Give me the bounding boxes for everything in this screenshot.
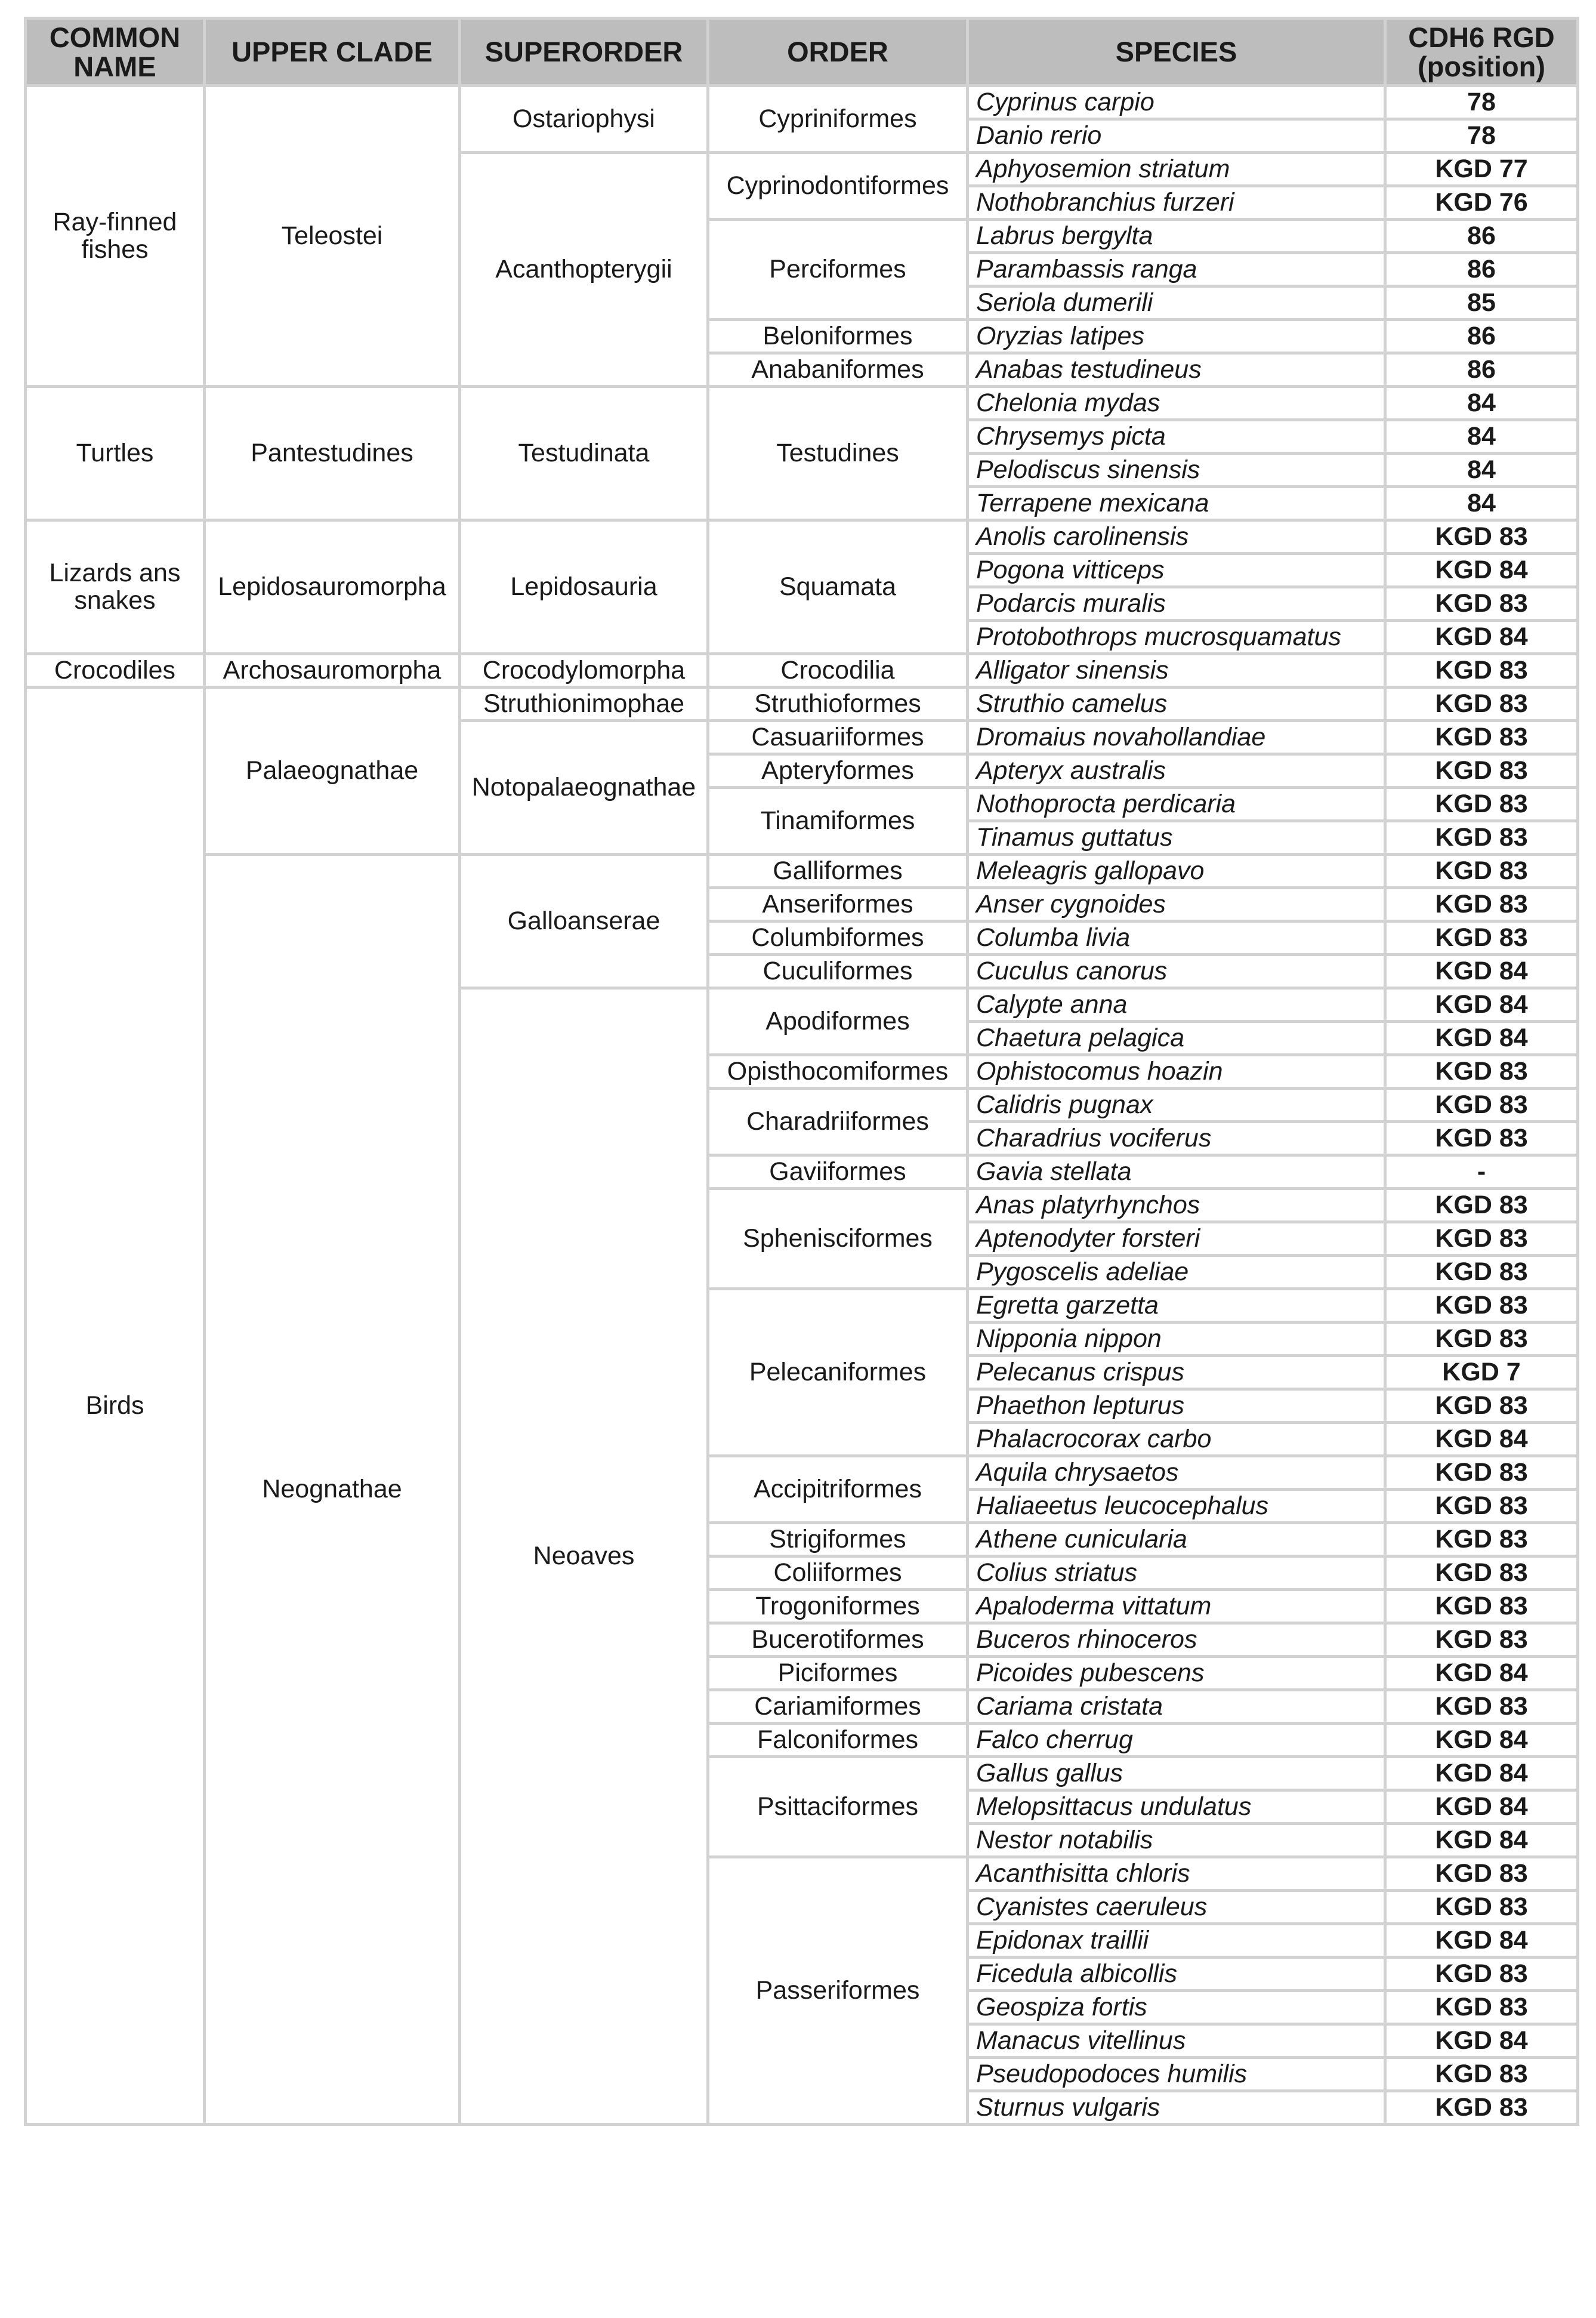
cdh6-cell: KGD 83 xyxy=(1385,1857,1578,1891)
cdh6-cell: 78 xyxy=(1385,86,1578,119)
common-name-cell: Crocodiles xyxy=(26,654,205,688)
cdh6-cell: KGD 83 xyxy=(1385,754,1578,788)
species-cell: Falco cherrug xyxy=(968,1724,1385,1757)
species-cell: Calidris pugnax xyxy=(968,1089,1385,1122)
species-cell: Danio rerio xyxy=(968,119,1385,153)
species-cell: Columba livia xyxy=(968,921,1385,955)
species-cell: Cyanistes caeruleus xyxy=(968,1891,1385,1924)
order-cell: Tinamiformes xyxy=(708,788,968,855)
order-cell: Accipitriformes xyxy=(708,1456,968,1523)
species-cell: Colius striatus xyxy=(968,1556,1385,1590)
table-row xyxy=(26,688,1578,721)
cdh6-cell: KGD 83 xyxy=(1385,1490,1578,1523)
header-cdh6-rgd: CDH6 RGD (position) xyxy=(1385,19,1578,86)
order-cell: Pelecaniformes xyxy=(708,1289,968,1456)
cdh6-cell: KGD 83 xyxy=(1385,587,1578,621)
species-cell: Charadrius vociferus xyxy=(968,1122,1385,1155)
cdh6-cell: 84 xyxy=(1385,420,1578,454)
common-name-cell: Turtles xyxy=(26,387,205,520)
cdh6-cell: 84 xyxy=(1385,487,1578,520)
table-row xyxy=(26,855,1578,888)
order-cell: Cyprinodontiformes xyxy=(708,153,968,220)
superorder-cell: Ostariophysi xyxy=(460,86,708,153)
cdh6-cell: KGD 83 xyxy=(1385,1055,1578,1089)
cdh6-cell: KGD 84 xyxy=(1385,1657,1578,1690)
cdh6-cell: KGD 83 xyxy=(1385,788,1578,821)
order-cell: Cuculiformes xyxy=(708,955,968,988)
order-cell: Piciformes xyxy=(708,1657,968,1690)
order-cell: Apodiformes xyxy=(708,988,968,1055)
superorder-cell: Neoaves xyxy=(460,988,708,2125)
superorder-cell: Galloanserae xyxy=(460,855,708,988)
species-cell: Picoides pubescens xyxy=(968,1657,1385,1690)
cdh6-cell: KGD 83 xyxy=(1385,1891,1578,1924)
order-cell: Cypriniformes xyxy=(708,86,968,153)
header-species: SPECIES xyxy=(968,19,1385,86)
order-cell: Trogoniformes xyxy=(708,1590,968,1623)
order-cell: Squamata xyxy=(708,520,968,654)
species-cell: Melopsittacus undulatus xyxy=(968,1790,1385,1824)
species-cell: Podarcis muralis xyxy=(968,587,1385,621)
species-cell: Pygoscelis adeliae xyxy=(968,1256,1385,1289)
upper-clade-cell: Teleostei xyxy=(205,86,460,387)
species-cell: Egretta garzetta xyxy=(968,1289,1385,1323)
cdh6-cell: KGD 83 xyxy=(1385,821,1578,855)
species-cell: Oryzias latipes xyxy=(968,320,1385,353)
species-cell: Chaetura pelagica xyxy=(968,1022,1385,1055)
superorder-cell: Notopalaeognathae xyxy=(460,721,708,855)
species-cell: Anabas testudineus xyxy=(968,353,1385,387)
cdh6-cell: KGD 83 xyxy=(1385,2091,1578,2125)
upper-clade-cell: Palaeognathae xyxy=(205,688,460,855)
cdh6-cell: KGD 83 xyxy=(1385,1289,1578,1323)
cdh6-cell: 86 xyxy=(1385,220,1578,253)
order-cell: Charadriiformes xyxy=(708,1089,968,1155)
cdh6-cell: KGD 83 xyxy=(1385,1456,1578,1490)
common-name-cell: Ray-finned fishes xyxy=(26,86,205,387)
species-cell: Labrus bergylta xyxy=(968,220,1385,253)
superorder-cell: Lepidosauria xyxy=(460,520,708,654)
cdh6-cell: KGD 83 xyxy=(1385,721,1578,754)
cdh6-cell: KGD 84 xyxy=(1385,554,1578,587)
table-row xyxy=(26,654,1578,688)
species-cell: Meleagris gallopavo xyxy=(968,855,1385,888)
cdh6-cell: KGD 84 xyxy=(1385,1757,1578,1790)
cdh6-cell: KGD 83 xyxy=(1385,1122,1578,1155)
cdh6-cell: KGD 84 xyxy=(1385,955,1578,988)
common-name-cell: Birds xyxy=(26,688,205,2125)
order-cell: Falconiformes xyxy=(708,1724,968,1757)
order-cell: Opisthocomiformes xyxy=(708,1055,968,1089)
species-cell: Haliaeetus leucocephalus xyxy=(968,1490,1385,1523)
species-cell: Acanthisitta chloris xyxy=(968,1857,1385,1891)
species-cell: Pelecanus crispus xyxy=(968,1356,1385,1389)
species-cell: Cariama cristata xyxy=(968,1690,1385,1724)
species-cell: Terrapene mexicana xyxy=(968,487,1385,520)
cdh6-cell: KGD 83 xyxy=(1385,1991,1578,2024)
cdh6-cell: 86 xyxy=(1385,353,1578,387)
table-row xyxy=(26,387,1578,420)
superorder-cell: Struthionimophae xyxy=(460,688,708,721)
cdh6-cell: KGD 76 xyxy=(1385,186,1578,220)
species-cell: Manacus vitellinus xyxy=(968,2024,1385,2058)
species-cell: Buceros rhinoceros xyxy=(968,1623,1385,1657)
order-cell: Psittaciformes xyxy=(708,1757,968,1857)
species-cell: Aquila chrysaetos xyxy=(968,1456,1385,1490)
species-cell: Chrysemys picta xyxy=(968,420,1385,454)
cdh6-cell: KGD 83 xyxy=(1385,1958,1578,1991)
species-cell: Tinamus guttatus xyxy=(968,821,1385,855)
table-container xyxy=(24,17,1576,2126)
order-cell: Bucerotiformes xyxy=(708,1623,968,1657)
cdh6-cell: KGD 83 xyxy=(1385,1590,1578,1623)
species-cell: Anas platyrhynchos xyxy=(968,1189,1385,1222)
order-cell: Columbiformes xyxy=(708,921,968,955)
cdh6-cell: KGD 83 xyxy=(1385,1256,1578,1289)
cdh6-cell: KGD 83 xyxy=(1385,1222,1578,1256)
superorder-cell: Acanthopterygii xyxy=(460,153,708,387)
cdh6-cell: - xyxy=(1385,1155,1578,1189)
order-cell: Coliiformes xyxy=(708,1556,968,1590)
cdh6-rgd-table xyxy=(24,17,1579,2126)
species-cell: Geospiza fortis xyxy=(968,1991,1385,2024)
species-cell: Nothobranchius furzeri xyxy=(968,186,1385,220)
cdh6-cell: KGD 83 xyxy=(1385,888,1578,921)
species-cell: Phaethon lepturus xyxy=(968,1389,1385,1423)
common-name-cell: Lizards ans snakes xyxy=(26,520,205,654)
order-cell: Galliformes xyxy=(708,855,968,888)
header-superorder: SUPERORDER xyxy=(460,19,708,86)
species-cell: Pseudopodoces humilis xyxy=(968,2058,1385,2091)
species-cell: Nothoprocta perdicaria xyxy=(968,788,1385,821)
species-cell: Chelonia mydas xyxy=(968,387,1385,420)
upper-clade-cell: Neognathae xyxy=(205,855,460,2125)
cdh6-cell: KGD 83 xyxy=(1385,1556,1578,1590)
cdh6-cell: KGD 84 xyxy=(1385,1724,1578,1757)
order-cell: Struthioformes xyxy=(708,688,968,721)
species-cell: Gallus gallus xyxy=(968,1757,1385,1790)
species-cell: Cuculus canorus xyxy=(968,955,1385,988)
species-cell: Parambassis ranga xyxy=(968,253,1385,286)
cdh6-cell: KGD 83 xyxy=(1385,2058,1578,2091)
header-row xyxy=(26,19,1578,86)
order-cell: Cariamiformes xyxy=(708,1690,968,1724)
table-row xyxy=(26,520,1578,554)
order-cell: Crocodilia xyxy=(708,654,968,688)
species-cell: Nipponia nippon xyxy=(968,1323,1385,1356)
header-common-name: COMMON NAME xyxy=(26,19,205,86)
species-cell: Athene cunicularia xyxy=(968,1523,1385,1556)
species-cell: Struthio camelus xyxy=(968,688,1385,721)
cdh6-cell: KGD 84 xyxy=(1385,1022,1578,1055)
species-cell: Aptenodyter forsteri xyxy=(968,1222,1385,1256)
cdh6-cell: KGD 84 xyxy=(1385,2024,1578,2058)
header-order: ORDER xyxy=(708,19,968,86)
species-cell: Alligator sinensis xyxy=(968,654,1385,688)
order-cell: Testudines xyxy=(708,387,968,520)
order-cell: Anabaniformes xyxy=(708,353,968,387)
species-cell: Pelodiscus sinensis xyxy=(968,454,1385,487)
cdh6-cell: KGD 84 xyxy=(1385,988,1578,1022)
cdh6-cell: KGD 7 xyxy=(1385,1356,1578,1389)
superorder-cell: Testudinata xyxy=(460,387,708,520)
species-cell: Dromaius novahollandiae xyxy=(968,721,1385,754)
cdh6-cell: KGD 84 xyxy=(1385,1824,1578,1857)
order-cell: Apteryformes xyxy=(708,754,968,788)
upper-clade-cell: Archosauromorpha xyxy=(205,654,460,688)
order-cell: Gaviiformes xyxy=(708,1155,968,1189)
species-cell: Epidonax traillii xyxy=(968,1924,1385,1958)
cdh6-cell: KGD 83 xyxy=(1385,1189,1578,1222)
cdh6-cell: KGD 83 xyxy=(1385,1523,1578,1556)
cdh6-cell: KGD 84 xyxy=(1385,1790,1578,1824)
upper-clade-cell: Pantestudines xyxy=(205,387,460,520)
species-cell: Anser cygnoides xyxy=(968,888,1385,921)
order-cell: Casuariiformes xyxy=(708,721,968,754)
cdh6-cell: KGD 84 xyxy=(1385,1423,1578,1456)
cdh6-cell: 85 xyxy=(1385,286,1578,320)
species-cell: Ficedula albicollis xyxy=(968,1958,1385,1991)
order-cell: Perciformes xyxy=(708,220,968,320)
cdh6-cell: KGD 83 xyxy=(1385,688,1578,721)
species-cell: Apaloderma vittatum xyxy=(968,1590,1385,1623)
cdh6-cell: 84 xyxy=(1385,454,1578,487)
species-cell: Protobothrops mucrosquamatus xyxy=(968,621,1385,654)
species-cell: Pogona vitticeps xyxy=(968,554,1385,587)
cdh6-cell: KGD 83 xyxy=(1385,1323,1578,1356)
cdh6-cell: KGD 83 xyxy=(1385,654,1578,688)
order-cell: Passeriformes xyxy=(708,1857,968,2125)
cdh6-cell: KGD 83 xyxy=(1385,855,1578,888)
cdh6-cell: 86 xyxy=(1385,253,1578,286)
cdh6-cell: KGD 83 xyxy=(1385,1389,1578,1423)
species-cell: Anolis carolinensis xyxy=(968,520,1385,554)
cdh6-cell: KGD 83 xyxy=(1385,1623,1578,1657)
order-cell: Anseriformes xyxy=(708,888,968,921)
cdh6-cell: 78 xyxy=(1385,119,1578,153)
upper-clade-cell: Lepidosauromorpha xyxy=(205,520,460,654)
species-cell: Aphyosemion striatum xyxy=(968,153,1385,186)
cdh6-cell: KGD 83 xyxy=(1385,1690,1578,1724)
cdh6-cell: 86 xyxy=(1385,320,1578,353)
species-cell: Gavia stellata xyxy=(968,1155,1385,1189)
cdh6-cell: KGD 83 xyxy=(1385,1089,1578,1122)
superorder-cell: Crocodylomorpha xyxy=(460,654,708,688)
cdh6-cell: KGD 84 xyxy=(1385,1924,1578,1958)
species-cell: Sturnus vulgaris xyxy=(968,2091,1385,2125)
cdh6-cell: KGD 83 xyxy=(1385,921,1578,955)
order-cell: Beloniformes xyxy=(708,320,968,353)
cdh6-cell: KGD 83 xyxy=(1385,520,1578,554)
species-cell: Cyprinus carpio xyxy=(968,86,1385,119)
order-cell: Strigiformes xyxy=(708,1523,968,1556)
species-cell: Ophistocomus hoazin xyxy=(968,1055,1385,1089)
species-cell: Seriola dumerili xyxy=(968,286,1385,320)
cdh6-cell: KGD 84 xyxy=(1385,621,1578,654)
cdh6-cell: 84 xyxy=(1385,387,1578,420)
species-cell: Calypte anna xyxy=(968,988,1385,1022)
cdh6-cell: KGD 77 xyxy=(1385,153,1578,186)
header-upper-clade: UPPER CLADE xyxy=(205,19,460,86)
table-row xyxy=(26,86,1578,119)
species-cell: Apteryx australis xyxy=(968,754,1385,788)
order-cell: Sphenisciformes xyxy=(708,1189,968,1289)
species-cell: Phalacrocorax carbo xyxy=(968,1423,1385,1456)
species-cell: Nestor notabilis xyxy=(968,1824,1385,1857)
